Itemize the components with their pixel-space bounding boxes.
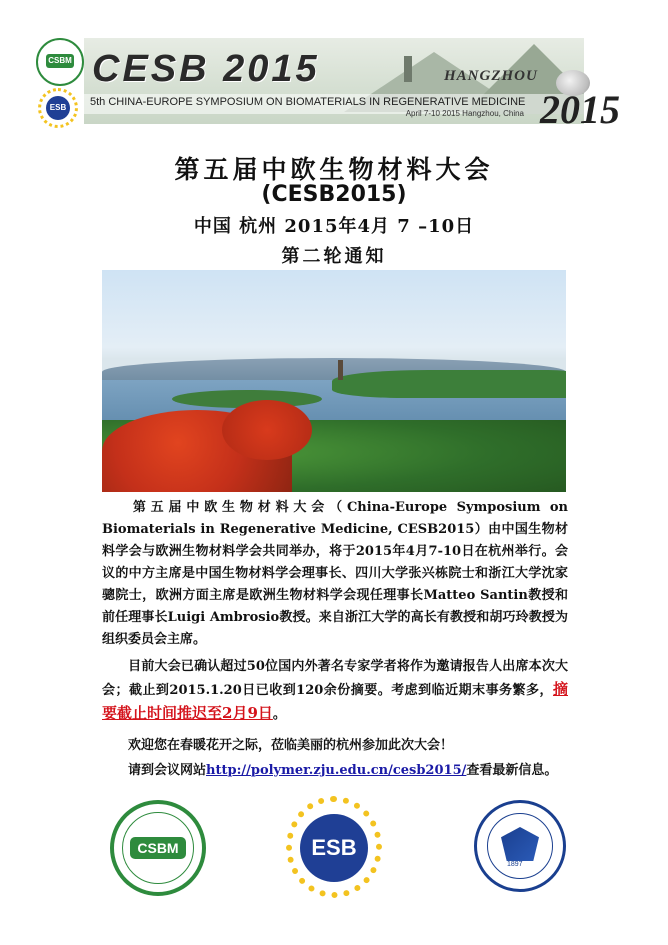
banner-pagoda: [404, 56, 412, 82]
esb-logo: [286, 796, 382, 898]
csbm-logo-small: [36, 38, 84, 86]
notice-title: 第二轮通知: [281, 246, 387, 267]
place-date: 中国 杭州 2015年4月 7 –10日: [193, 216, 475, 237]
csbm-logo-text: CSBM: [130, 837, 186, 859]
banner-subtitle: 5th CHINA-EUROPE SYMPOSIUM ON BIOMATERIALS IN REGENERATIVE MEDICINE: [90, 96, 526, 108]
photo-pagoda: [338, 360, 343, 380]
page-acronym: (CESB2015): [261, 182, 407, 207]
csbm-logo-text: CSBM: [46, 54, 74, 68]
csbm-logo: [110, 800, 206, 896]
banner-title: CESB 2015: [92, 48, 320, 90]
photo-shore: [332, 370, 566, 398]
website-text-end: 查看最新信息。: [466, 763, 558, 778]
banner-city: HANGZHOU: [444, 68, 538, 84]
welcome-paragraph: [102, 735, 568, 757]
conference-website-link[interactable]: http://polymer.zju.edu.cn/cesb2015/: [206, 763, 467, 778]
intro-text: 第五届中欧生物材料大会（China-Europe Symposium on Biomaterials in Regenerative Medicine, CESB2015）由中国生物材料学会与欧洲生物材料学会共同举办，将于2015年4月7-10日在杭州举行。会议的中方主席是中国生物材料学会理事长、四川大学张兴栋院士和浙江大学沈家骢院士，欧洲方面主席是欧洲生物材料学会现任理事长Matteo Santin教授和前任理事长Luigi Ambrosio教授。来自浙江大学的高长有教授和胡巧玲教授为组织委员会主席。: [102, 500, 568, 647]
welcome-text: 欢迎您在春暖花开之际，莅临美丽的杭州参加此次大会！: [128, 738, 454, 753]
intro-paragraph: [102, 497, 568, 651]
photo-red-tree: [222, 400, 312, 460]
status-paragraph: [102, 656, 568, 726]
header-banner: [84, 38, 584, 124]
deadline-highlight: 摘要截止时间推迟至2月9日: [102, 680, 568, 722]
west-lake-photo: [102, 270, 566, 492]
website-text: 请到会议网站: [128, 763, 207, 778]
zju-year: 1897: [507, 861, 523, 868]
esb-logo-small: [38, 88, 78, 128]
esb-logo-text: ESB: [46, 96, 70, 120]
status-text: 目前大会已确认超过50位国内外著名专家学者将作为邀请报告人出席本次大会；截止到2015.1.20日已收到120余份摘要。考虑到临近期末事务繁多，: [102, 659, 568, 698]
year-mark: 2015: [540, 87, 620, 132]
esb-logo-text: ESB: [300, 814, 368, 882]
website-paragraph: [102, 760, 568, 782]
banner-date: April 7-10 2015 Hangzhou, China: [405, 109, 524, 118]
page-title: 第五届中欧生物材料大会: [174, 155, 494, 184]
zju-logo: [474, 800, 566, 892]
status-end: 。: [272, 707, 286, 722]
